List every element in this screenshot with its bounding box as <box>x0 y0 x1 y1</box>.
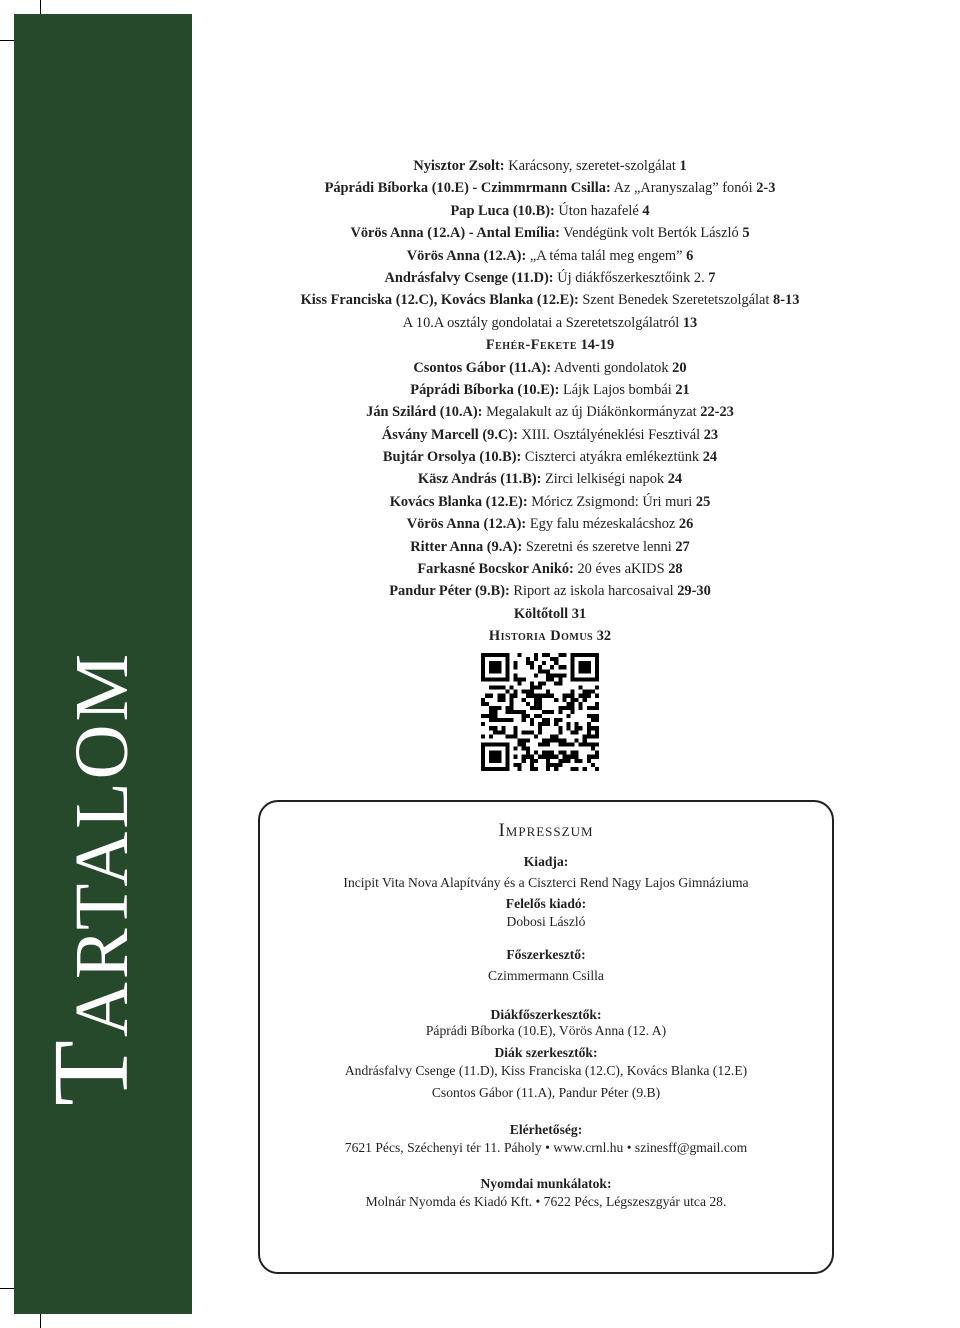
toc-page: 5 <box>738 225 750 242</box>
toc-page: 28 <box>664 561 683 578</box>
impresszum-label: Elérhetőség: <box>509 1122 583 1137</box>
toc-author: Käsz András (11.B): <box>417 471 542 488</box>
toc-author: Kovács Blanka (12.E): <box>389 493 528 510</box>
toc-author: Nyisztor Zsolt: <box>413 158 505 174</box>
toc-title: Vendégünk volt Bertók László <box>559 225 739 242</box>
toc-page: 32 <box>593 628 612 645</box>
toc-author: Vörös Anna (12.A): <box>406 247 527 264</box>
toc-title: Egy falu mézeskalácshoz <box>526 516 676 533</box>
toc-author: Vörös Anna (12.A): <box>406 516 527 533</box>
toc-page: 26 <box>675 516 694 533</box>
toc-entry <box>220 267 880 289</box>
toc-page: 24 <box>699 449 718 466</box>
impresszum-label: Nyomdai munkálatok: <box>480 1176 612 1191</box>
toc-title: Riport az iskola harcosaival <box>509 583 674 600</box>
toc-title: Szeretni és szeretve lenni <box>522 538 672 555</box>
impresszum-value: Dobosi László <box>506 914 586 929</box>
toc-page: 24 <box>664 471 683 488</box>
toc-entry <box>220 177 880 199</box>
toc-title: „A téma talál meg engem” <box>526 247 683 264</box>
impresszum-value: Incipit Vita Nova Alapítvány és a Ciszterci Rend Nagy Lajos Gimnáziuma <box>343 875 749 890</box>
toc-page: 27 <box>671 538 690 555</box>
toc-page: 13 <box>679 314 698 331</box>
impresszum-box <box>258 800 834 1274</box>
toc-title: Móricz Zsigmond: Úri muri <box>527 493 693 510</box>
toc-entry <box>220 312 880 334</box>
toc-entry <box>220 424 880 446</box>
sidebar-title: Tartalom <box>32 650 151 1106</box>
table-of-contents <box>220 155 880 648</box>
toc-entry <box>220 625 880 647</box>
toc-entry <box>220 468 880 490</box>
impresszum-value: 7621 Pécs, Széchenyi tér 11. Páholy • www.crnl.hu • szinesff@gmail.com <box>344 1140 748 1155</box>
toc-author: Ján Szilárd (10.A): <box>366 404 483 421</box>
toc-title: A 10.A osztály gondolatai a Szeretetszolgálatról <box>402 314 680 331</box>
toc-author: Andrásfalvy Csenge (11.D): <box>384 269 554 286</box>
impresszum-value: Andrásfalvy Csenge (11.D), Kiss Franciska (12.C), Kovács Blanka (12.E) <box>344 1063 748 1078</box>
toc-page: 7 <box>704 269 716 286</box>
toc-entry <box>220 334 880 356</box>
impresszum-title: Impresszum <box>498 820 594 841</box>
toc-title: Új diákfőszerkesztőink 2. <box>553 269 705 286</box>
toc-author: Farkasné Bocskor Anikó: <box>417 561 574 578</box>
toc-title: Megalakult az új Diákönkormányzat <box>482 404 697 421</box>
toc-page: 21 <box>671 381 690 398</box>
toc-page: 20 <box>668 359 687 376</box>
impresszum-value: Molnár Nyomda és Kiadó Kft. • 7622 Pécs, Légszeszgyár utca 28. <box>365 1194 727 1209</box>
toc-title: XIII. Osztályéneklési Fesztivál <box>517 426 701 443</box>
impresszum-value: Czimmermann Csilla <box>488 968 604 983</box>
toc-entry <box>220 536 880 558</box>
toc-author: Pandur Péter (9.B): <box>389 583 510 600</box>
toc-entry <box>220 558 880 580</box>
toc-author: Páprádi Bíborka (10.E) - Czimmrmann Csilla: <box>324 180 611 197</box>
toc-author: Ásvány Marcell (9.C): <box>381 426 518 443</box>
toc-entry <box>220 379 880 401</box>
toc-author: Pap Luca (10.B): <box>450 202 555 219</box>
toc-title: Szent Benedek Szeretetszolgálat <box>578 292 770 309</box>
toc-title: 20 éves aKIDS <box>573 561 665 578</box>
toc-title: Úton hazafelé <box>554 202 639 219</box>
toc-author: Csontos Gábor (11.A): <box>413 359 552 376</box>
toc-author: Páprádi Bíborka (10.E): <box>410 381 560 398</box>
toc-title: Zirci lelkiségi napok <box>541 471 665 488</box>
toc-page: 1 <box>675 158 687 174</box>
toc-entry <box>220 155 880 177</box>
impresszum-label: Diák szerkesztők: <box>494 1045 598 1060</box>
toc-page: 29-30 <box>673 583 711 600</box>
toc-title: Az „Aranyszalag” fonói <box>610 180 753 197</box>
toc-entry <box>220 200 880 222</box>
toc-page: 23 <box>700 426 719 443</box>
impresszum-label: Kiadja: <box>523 854 569 869</box>
toc-page: 22-23 <box>696 404 734 421</box>
toc-page: 14-19 <box>577 337 615 354</box>
toc-title: Ciszterci atyákra emlékeztünk <box>521 449 700 466</box>
toc-entry <box>220 222 880 244</box>
toc-page: 2-3 <box>752 180 776 197</box>
toc-page: 25 <box>692 493 711 510</box>
toc-entry <box>220 357 880 379</box>
toc-page: 4 <box>638 202 650 219</box>
toc-entry <box>220 446 880 468</box>
toc-author: Ritter Anna (9.A): <box>410 538 523 555</box>
toc-entry <box>220 289 880 311</box>
qr-code-icon <box>481 653 599 771</box>
toc-page: 6 <box>682 247 694 264</box>
toc-entry <box>220 513 880 535</box>
toc-page: 8-13 <box>769 292 800 309</box>
toc-section-title: Fehér-Fekete <box>485 337 577 354</box>
toc-author: Kiss Franciska (12.C), Kovács Blanka (12.E): <box>300 292 579 309</box>
toc-title: Karácsony, szeretet-szolgálat <box>504 158 676 174</box>
toc-author: Vörös Anna (12.A) - Antal Emília: <box>350 225 560 242</box>
toc-entry <box>220 401 880 423</box>
toc-entry <box>220 491 880 513</box>
impresszum-label: Diákfőszerkesztők: <box>490 1007 602 1022</box>
impresszum-value: Páprádi Bíborka (10.E), Vörös Anna (12. A) <box>425 1023 667 1038</box>
impresszum-label: Felelős kiadó: <box>505 896 587 911</box>
toc-author: Bujtár Orsolya (10.B): <box>382 449 522 466</box>
impresszum-value: Csontos Gábor (11.A), Pandur Péter (9.B) <box>431 1085 661 1100</box>
toc-author: Költőtoll <box>513 605 569 622</box>
toc-section-title: Historia Domus <box>488 628 594 645</box>
toc-entry <box>220 245 880 267</box>
toc-title: Lájk Lajos bombái <box>559 381 672 398</box>
impresszum-label: Főszerkesztő: <box>506 947 586 962</box>
toc-page: 31 <box>568 605 587 622</box>
toc-title: Adventi gondolatok <box>551 359 669 376</box>
toc-entry <box>220 603 880 625</box>
toc-entry <box>220 580 880 602</box>
